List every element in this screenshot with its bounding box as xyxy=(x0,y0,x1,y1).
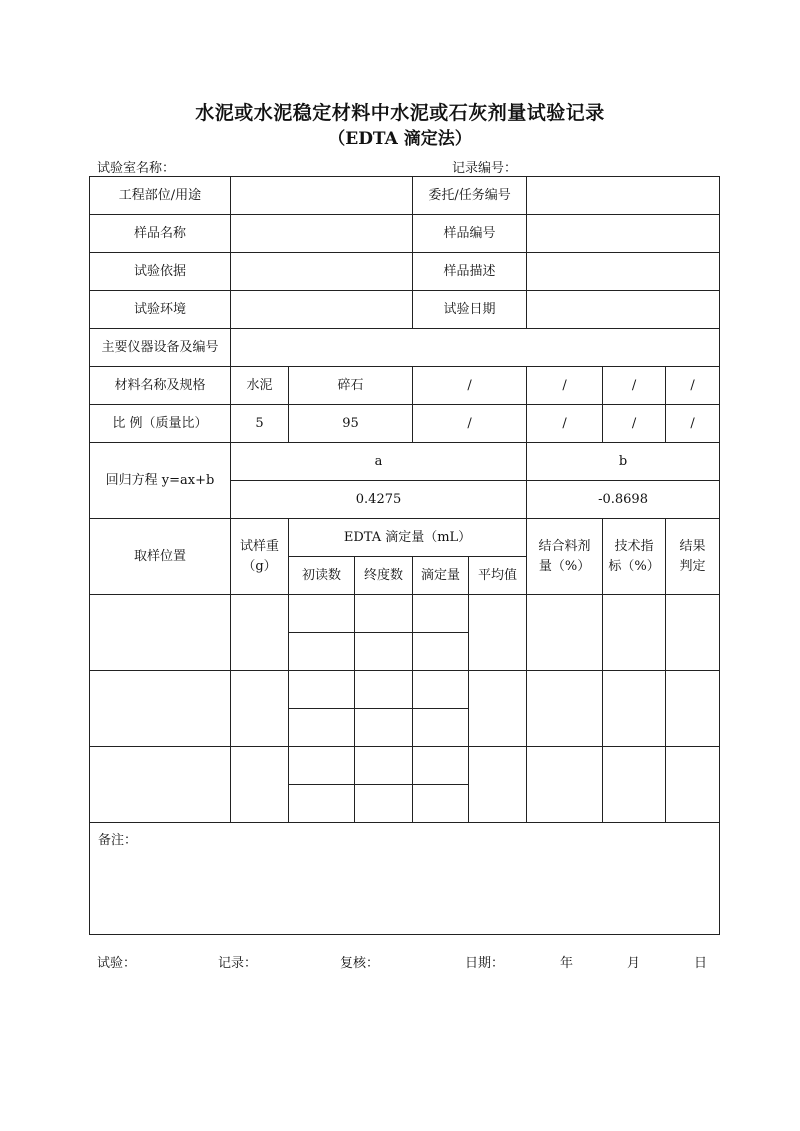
commission-number-label: 委托/任务编号 xyxy=(413,177,527,215)
test-date-label: 试验日期 xyxy=(413,291,527,329)
test-environment-label: 试验环境 xyxy=(90,291,231,329)
commission-number-value[interactable] xyxy=(527,177,720,215)
recorder-label: 记录： xyxy=(218,956,258,971)
table-row xyxy=(90,747,720,785)
ratio-row xyxy=(90,405,720,443)
reviewer-label: 复核： xyxy=(340,956,380,971)
regression-a-label: a xyxy=(231,443,527,481)
material-cell: / xyxy=(527,367,603,405)
regression-b-value: -0.8698 xyxy=(527,481,720,519)
result-header-line2: 判定 xyxy=(679,558,706,574)
info-row xyxy=(90,215,720,253)
document-title: 水泥或水泥稳定材料中水泥或石灰剂量试验记录 xyxy=(195,102,605,124)
titrant-volume-cell[interactable] xyxy=(413,633,469,671)
remarks-row xyxy=(90,823,720,935)
binder-content-header-line1: 结合料剂 xyxy=(538,539,591,554)
regression-label: 回归方程 y=ax+b xyxy=(90,443,231,519)
materials-label: 材料名称及规格 xyxy=(90,367,231,405)
regression-header-row xyxy=(90,443,720,481)
sample-description-label: 样品描述 xyxy=(413,253,527,291)
initial-reading-cell[interactable] xyxy=(289,709,355,747)
edta-header: EDTA 滴定量（mL） xyxy=(289,519,527,557)
equipment-label: 主要仪器设备及编号 xyxy=(90,329,231,367)
ratio-cell: 95 xyxy=(289,405,413,443)
table-row xyxy=(90,671,720,709)
final-reading-cell[interactable] xyxy=(355,595,413,633)
sample-position-header: 取样位置 xyxy=(90,519,231,595)
average-cell[interactable] xyxy=(469,747,527,823)
initial-reading-cell[interactable] xyxy=(289,785,355,823)
test-basis-label: 试验依据 xyxy=(90,253,231,291)
ratio-cell: / xyxy=(527,405,603,443)
materials-row xyxy=(90,367,720,405)
average-header: 平均值 xyxy=(469,557,527,595)
titrant-volume-header: 滴定量 xyxy=(413,557,469,595)
table-row xyxy=(90,595,720,633)
initial-reading-cell[interactable] xyxy=(289,633,355,671)
material-cell: / xyxy=(413,367,527,405)
year-label: 年 xyxy=(560,956,574,971)
info-row xyxy=(90,253,720,291)
final-reading-cell[interactable] xyxy=(355,785,413,823)
technical-spec-header-line1: 技术指 xyxy=(614,539,654,554)
ratio-cell: 5 xyxy=(231,405,289,443)
record-form-table xyxy=(89,176,720,935)
initial-reading-cell[interactable] xyxy=(289,595,355,633)
binder-content-header xyxy=(527,519,603,595)
regression-b-label: b xyxy=(527,443,720,481)
sample-mass-header-line1: 试样重 xyxy=(239,539,279,554)
remarks-label: 备注： xyxy=(98,833,138,848)
sample-mass-cell[interactable] xyxy=(231,747,289,823)
remarks-cell[interactable] xyxy=(90,823,720,935)
day-label: 日 xyxy=(694,956,708,971)
ratio-cell: / xyxy=(666,405,720,443)
sample-name-value[interactable] xyxy=(231,215,413,253)
sample-number-value[interactable] xyxy=(527,215,720,253)
tester-label: 试验： xyxy=(97,956,137,971)
technical-spec-cell[interactable] xyxy=(603,595,666,671)
sample-mass-header xyxy=(231,519,289,595)
equipment-value[interactable] xyxy=(231,329,720,367)
ratio-cell: / xyxy=(603,405,666,443)
titrant-volume-cell[interactable] xyxy=(413,595,469,633)
result-cell[interactable] xyxy=(666,671,720,747)
binder-content-cell[interactable] xyxy=(527,747,603,823)
initial-reading-header: 初读数 xyxy=(289,557,355,595)
equipment-row xyxy=(90,329,720,367)
titrant-volume-cell[interactable] xyxy=(413,671,469,709)
project-part-value[interactable] xyxy=(231,177,413,215)
material-cell: 水泥 xyxy=(231,367,289,405)
final-reading-cell[interactable] xyxy=(355,747,413,785)
binder-content-cell[interactable] xyxy=(527,671,603,747)
result-header-line1: 结果 xyxy=(679,539,706,554)
titrant-volume-cell[interactable] xyxy=(413,709,469,747)
info-row xyxy=(90,291,720,329)
sample-mass-header-line2: （g） xyxy=(242,558,277,574)
ratio-cell: / xyxy=(413,405,527,443)
date-label: 日期： xyxy=(465,956,505,971)
material-cell: / xyxy=(666,367,720,405)
titrant-volume-cell[interactable] xyxy=(413,785,469,823)
titrant-volume-cell[interactable] xyxy=(413,747,469,785)
ratio-label: 比 例（质量比） xyxy=(90,405,231,443)
sample-name-label: 样品名称 xyxy=(90,215,231,253)
initial-reading-cell[interactable] xyxy=(289,671,355,709)
material-cell: / xyxy=(603,367,666,405)
technical-spec-header-line2: 标（%） xyxy=(608,558,660,574)
result-cell[interactable] xyxy=(666,747,720,823)
technical-spec-header xyxy=(603,519,666,595)
lab-name-label: 试验室名称： xyxy=(97,161,176,176)
sample-number-label: 样品编号 xyxy=(413,215,527,253)
average-cell[interactable] xyxy=(469,595,527,671)
final-reading-cell[interactable] xyxy=(355,709,413,747)
average-cell[interactable] xyxy=(469,671,527,747)
final-reading-cell[interactable] xyxy=(355,633,413,671)
sample-mass-cell[interactable] xyxy=(231,671,289,747)
document-subtitle: （EDTA 滴定法） xyxy=(328,129,472,149)
regression-a-value: 0.4275 xyxy=(231,481,527,519)
test-basis-value[interactable] xyxy=(231,253,413,291)
sample-mass-cell[interactable] xyxy=(231,595,289,671)
binder-content-header-line2: 量（%） xyxy=(538,558,591,574)
month-label: 月 xyxy=(627,956,641,971)
test-environment-value[interactable] xyxy=(231,291,413,329)
sample-position-cell[interactable] xyxy=(90,747,231,823)
sample-position-cell[interactable] xyxy=(90,595,231,671)
project-part-label: 工程部位/用途 xyxy=(90,177,231,215)
result-cell[interactable] xyxy=(666,595,720,671)
initial-reading-cell[interactable] xyxy=(289,747,355,785)
final-reading-header: 终度数 xyxy=(355,557,413,595)
record-number-label: 记录编号： xyxy=(452,161,518,176)
info-row xyxy=(90,177,720,215)
test-date-value[interactable] xyxy=(527,291,720,329)
sample-header-row xyxy=(90,519,720,557)
sample-position-cell[interactable] xyxy=(90,671,231,747)
sample-description-value[interactable] xyxy=(527,253,720,291)
binder-content-cell[interactable] xyxy=(527,595,603,671)
final-reading-cell[interactable] xyxy=(355,671,413,709)
technical-spec-cell[interactable] xyxy=(603,671,666,747)
material-cell: 碎石 xyxy=(289,367,413,405)
technical-spec-cell[interactable] xyxy=(603,747,666,823)
result-header xyxy=(666,519,720,595)
